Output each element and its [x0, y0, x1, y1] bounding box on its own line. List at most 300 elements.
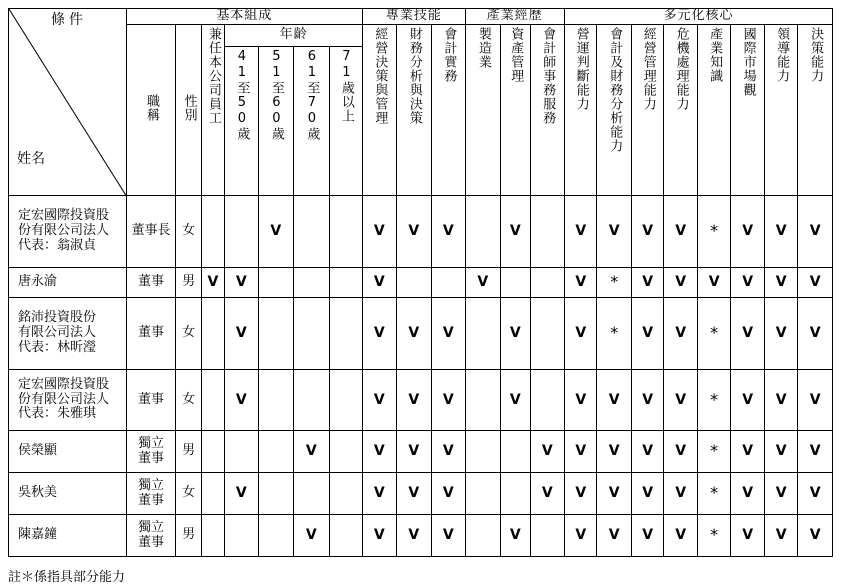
mark-cell — [201, 473, 224, 515]
mark-cell — [798, 268, 833, 298]
partial-ability-mark: * — [710, 323, 719, 343]
director-title-line: 董事 — [138, 450, 165, 466]
check-mark: V — [775, 325, 787, 342]
check-mark: V — [235, 274, 247, 291]
mark-cell — [225, 515, 258, 557]
mark-cell — [565, 370, 597, 431]
check-mark: V — [675, 391, 687, 408]
check-mark: V — [608, 485, 620, 502]
check-mark: V — [675, 223, 687, 240]
mark-cell — [363, 268, 396, 298]
mark-cell — [201, 431, 224, 473]
check-mark: V — [442, 485, 454, 502]
mark-cell — [597, 298, 631, 370]
check-mark: V — [642, 325, 654, 342]
skill-header: 財務分析與決策 — [396, 25, 432, 196]
mark-cell — [697, 515, 730, 557]
mark-cell — [597, 196, 631, 268]
check-mark: V — [373, 527, 385, 544]
mark-cell — [329, 196, 363, 268]
mark-cell — [731, 431, 764, 473]
check-mark: V — [541, 443, 553, 460]
mark-cell — [329, 515, 363, 557]
mark-cell — [597, 431, 631, 473]
director-title-line: 董事長 — [131, 223, 171, 239]
check-mark: V — [742, 527, 754, 544]
mark-cell — [396, 298, 432, 370]
mark-cell — [432, 268, 466, 298]
check-mark: V — [305, 443, 317, 460]
mark-cell — [597, 515, 631, 557]
mark-cell — [201, 196, 224, 268]
director-name-line: 唐永渝 — [18, 274, 58, 290]
condition-label: 條件 — [51, 12, 87, 28]
partial-ability-mark: * — [710, 221, 719, 241]
director-name — [9, 473, 127, 515]
mark-cell — [664, 196, 697, 268]
mark-cell — [597, 370, 631, 431]
mark-cell — [225, 370, 258, 431]
skill-header: 會計實務 — [432, 25, 466, 196]
check-mark: V — [373, 223, 385, 240]
board-diversity-table — [8, 8, 833, 557]
mark-cell — [432, 298, 466, 370]
mark-cell — [565, 431, 597, 473]
gender-header: 性別 — [176, 25, 201, 196]
mark-cell — [631, 515, 663, 557]
director-title — [126, 268, 176, 298]
director-gender: 女 — [176, 473, 201, 515]
mark-cell — [764, 431, 797, 473]
group-experience: 產業經歷 — [465, 9, 564, 25]
mark-cell — [294, 431, 330, 473]
director-gender: 男 — [176, 431, 201, 473]
check-mark: V — [509, 527, 521, 544]
check-mark: V — [207, 274, 219, 291]
mark-cell — [631, 370, 663, 431]
check-mark: V — [608, 391, 620, 408]
mark-cell — [258, 473, 294, 515]
check-mark: V — [442, 443, 454, 460]
mark-cell — [294, 370, 330, 431]
mark-cell — [764, 298, 797, 370]
director-name-line: 定宏國際投資股 — [18, 208, 110, 224]
mark-cell — [764, 268, 797, 298]
director-name-line: 代表：林昕瀅 — [18, 339, 97, 355]
core-header: 營運判斷能力 — [565, 25, 597, 196]
director-name — [9, 370, 127, 431]
director-name-line: 侯榮顯 — [18, 443, 58, 459]
table-row — [9, 370, 833, 431]
check-mark: V — [642, 223, 654, 240]
director-name — [9, 268, 127, 298]
table-row — [9, 515, 833, 557]
check-mark: V — [575, 443, 587, 460]
check-mark: V — [809, 485, 821, 502]
mark-cell — [201, 268, 224, 298]
check-mark: V — [575, 527, 587, 544]
partial-ability-mark: * — [610, 272, 619, 292]
director-title — [126, 370, 176, 431]
check-mark: V — [642, 485, 654, 502]
director-gender: 男 — [176, 268, 201, 298]
mark-cell — [697, 196, 730, 268]
mark-cell — [764, 196, 797, 268]
core-header: 經營管理能力 — [631, 25, 663, 196]
mark-cell — [731, 473, 764, 515]
check-mark: V — [408, 527, 420, 544]
core-header: 危機處理能力 — [664, 25, 697, 196]
employee-header: 兼任本公司員工 — [201, 25, 224, 196]
check-mark: V — [373, 325, 385, 342]
mark-cell — [530, 473, 565, 515]
mark-cell — [329, 268, 363, 298]
mark-cell — [501, 268, 530, 298]
director-title-line: 董事 — [138, 274, 165, 290]
check-mark: V — [442, 325, 454, 342]
director-title-line: 獨立 — [138, 435, 165, 451]
mark-cell — [565, 268, 597, 298]
check-mark: V — [775, 391, 787, 408]
mark-cell — [798, 196, 833, 268]
mark-cell — [225, 268, 258, 298]
check-mark: V — [373, 274, 385, 291]
mark-cell — [764, 515, 797, 557]
mark-cell — [465, 298, 501, 370]
mark-cell — [363, 473, 396, 515]
check-mark: V — [742, 325, 754, 342]
check-mark: V — [742, 485, 754, 502]
check-mark: V — [270, 223, 282, 240]
mark-cell — [664, 268, 697, 298]
group-core: 多元化核心 — [565, 9, 833, 25]
check-mark: V — [575, 325, 587, 342]
mark-cell — [530, 298, 565, 370]
mark-cell — [258, 370, 294, 431]
mark-cell — [396, 370, 432, 431]
mark-cell — [731, 268, 764, 298]
partial-ability-mark: * — [710, 483, 719, 503]
mark-cell — [329, 298, 363, 370]
director-title-line: 獨立 — [138, 519, 165, 535]
core-header: 決策能力 — [798, 25, 833, 196]
mark-cell — [631, 196, 663, 268]
footnote: 註＊係指具部分能力 — [8, 570, 126, 585]
age-71-plus-header: 71歲以上 — [329, 47, 363, 196]
mark-cell — [258, 298, 294, 370]
mark-cell — [530, 431, 565, 473]
mark-cell — [225, 196, 258, 268]
director-name — [9, 431, 127, 473]
mark-cell — [396, 515, 432, 557]
director-name-line: 代表：翁淑貞 — [18, 237, 97, 253]
mark-cell — [294, 196, 330, 268]
mark-cell — [798, 370, 833, 431]
mark-cell — [664, 370, 697, 431]
check-mark: V — [373, 443, 385, 460]
age-61-70-header: 61至70歲 — [294, 47, 330, 196]
check-mark: V — [509, 391, 521, 408]
check-mark: V — [408, 223, 420, 240]
director-name — [9, 515, 127, 557]
core-header: 產業知識 — [697, 25, 730, 196]
director-name-line: 定宏國際投資股 — [18, 376, 110, 392]
director-name-line: 銘沛投資股份 — [18, 310, 97, 326]
table-row — [9, 431, 833, 473]
mark-cell — [432, 370, 466, 431]
check-mark: V — [575, 223, 587, 240]
check-mark: V — [809, 325, 821, 342]
mark-cell — [294, 298, 330, 370]
check-mark: V — [642, 274, 654, 291]
age-51-60-header: 51至60歲 — [258, 47, 294, 196]
mark-cell — [798, 515, 833, 557]
director-title — [126, 196, 176, 268]
check-mark: V — [675, 325, 687, 342]
partial-ability-mark: * — [610, 323, 619, 343]
mark-cell — [530, 370, 565, 431]
director-name-line: 吳秋美 — [18, 485, 58, 501]
mark-cell — [258, 268, 294, 298]
mark-cell — [631, 298, 663, 370]
mark-cell — [697, 298, 730, 370]
director-name-line: 陳嘉鐘 — [18, 527, 58, 543]
check-mark: V — [642, 391, 654, 408]
mark-cell — [465, 196, 501, 268]
mark-cell — [329, 473, 363, 515]
mark-cell — [501, 431, 530, 473]
mark-cell — [432, 473, 466, 515]
mark-cell — [432, 196, 466, 268]
check-mark: V — [608, 443, 620, 460]
mark-cell — [798, 431, 833, 473]
partial-ability-mark: * — [710, 525, 719, 545]
mark-cell — [294, 515, 330, 557]
mark-cell — [631, 473, 663, 515]
mark-cell — [597, 268, 631, 298]
check-mark: V — [742, 274, 754, 291]
mark-cell — [396, 473, 432, 515]
group-skills: 專業技能 — [363, 9, 465, 25]
mark-cell — [432, 431, 466, 473]
mark-cell — [731, 298, 764, 370]
mark-cell — [258, 196, 294, 268]
age-header: 年齡 — [225, 25, 363, 47]
director-name — [9, 196, 127, 268]
check-mark: V — [675, 274, 687, 291]
check-mark: V — [235, 391, 247, 408]
check-mark: V — [408, 485, 420, 502]
check-mark: V — [809, 443, 821, 460]
mark-cell — [798, 298, 833, 370]
director-gender: 女 — [176, 196, 201, 268]
mark-cell — [697, 370, 730, 431]
mark-cell — [396, 431, 432, 473]
experience-header: 製造業 — [465, 25, 501, 196]
table-row — [9, 473, 833, 515]
director-name-line: 有限公司法人 — [18, 325, 97, 341]
director-title — [126, 431, 176, 473]
mark-cell — [465, 473, 501, 515]
mark-cell — [501, 473, 530, 515]
condition-name-corner — [9, 9, 127, 196]
director-title — [126, 515, 176, 557]
mark-cell — [363, 196, 396, 268]
mark-cell — [631, 268, 663, 298]
mark-cell — [565, 515, 597, 557]
check-mark: V — [305, 527, 317, 544]
director-title-line: 董事 — [138, 391, 165, 407]
director-name — [9, 298, 127, 370]
mark-cell — [363, 431, 396, 473]
mark-cell — [225, 298, 258, 370]
mark-cell — [501, 515, 530, 557]
check-mark: V — [675, 443, 687, 460]
check-mark: V — [775, 274, 787, 291]
check-mark: V — [608, 223, 620, 240]
mark-cell — [363, 298, 396, 370]
director-title — [126, 473, 176, 515]
mark-cell — [501, 196, 530, 268]
check-mark: V — [775, 527, 787, 544]
check-mark: V — [809, 391, 821, 408]
check-mark: V — [408, 443, 420, 460]
mark-cell — [201, 298, 224, 370]
check-mark: V — [642, 443, 654, 460]
mark-cell — [731, 370, 764, 431]
skill-header: 經營決策與管理 — [363, 25, 396, 196]
check-mark: V — [575, 391, 587, 408]
mark-cell — [396, 196, 432, 268]
director-title-line: 獨立 — [138, 477, 165, 493]
check-mark: V — [809, 527, 821, 544]
director-title-line: 董事 — [138, 325, 165, 341]
mark-cell — [697, 473, 730, 515]
mark-cell — [329, 370, 363, 431]
check-mark: V — [575, 485, 587, 502]
check-mark: V — [775, 443, 787, 460]
director-gender: 男 — [176, 515, 201, 557]
check-mark: V — [235, 485, 247, 502]
mark-cell — [664, 431, 697, 473]
mark-cell — [258, 431, 294, 473]
check-mark: V — [708, 274, 720, 291]
check-mark: V — [442, 223, 454, 240]
director-name-line: 份有限公司法人 — [18, 391, 110, 407]
mark-cell — [664, 515, 697, 557]
mark-cell — [501, 370, 530, 431]
mark-cell — [201, 370, 224, 431]
mark-cell — [697, 431, 730, 473]
check-mark: V — [608, 527, 620, 544]
director-title-line: 董事 — [138, 492, 165, 508]
mark-cell — [530, 515, 565, 557]
check-mark: V — [408, 391, 420, 408]
check-mark: V — [742, 391, 754, 408]
mark-cell — [329, 431, 363, 473]
check-mark: V — [408, 325, 420, 342]
table-row — [9, 196, 833, 268]
check-mark: V — [235, 325, 247, 342]
check-mark: V — [477, 274, 489, 291]
mark-cell — [631, 431, 663, 473]
mark-cell — [697, 268, 730, 298]
director-title — [126, 298, 176, 370]
mark-cell — [294, 473, 330, 515]
mark-cell — [465, 268, 501, 298]
check-mark: V — [373, 391, 385, 408]
check-mark: V — [642, 527, 654, 544]
mark-cell — [396, 268, 432, 298]
check-mark: V — [442, 527, 454, 544]
mark-cell — [565, 298, 597, 370]
name-column-label: 姓名 — [17, 150, 45, 167]
age-41-50-header: 41至50歲 — [225, 47, 258, 196]
mark-cell — [731, 196, 764, 268]
partial-ability-mark: * — [710, 441, 719, 461]
check-mark: V — [575, 274, 587, 291]
table-row — [9, 268, 833, 298]
core-header: 會計及財務分析能力 — [597, 25, 631, 196]
mark-cell — [764, 473, 797, 515]
check-mark: V — [675, 527, 687, 544]
check-mark: V — [809, 274, 821, 291]
mark-cell — [664, 298, 697, 370]
mark-cell — [530, 196, 565, 268]
group-basic: 基本組成 — [126, 9, 362, 25]
mark-cell — [565, 196, 597, 268]
mark-cell — [530, 268, 565, 298]
mark-cell — [764, 370, 797, 431]
table-row — [9, 298, 833, 370]
director-name-line: 份有限公司法人 — [18, 223, 110, 239]
diagonal-line — [9, 9, 126, 195]
mark-cell — [731, 515, 764, 557]
check-mark: V — [742, 223, 754, 240]
mark-cell — [798, 473, 833, 515]
director-title-line: 董事 — [138, 534, 165, 550]
core-header: 國際市場觀 — [731, 25, 764, 196]
mark-cell — [664, 473, 697, 515]
check-mark: V — [675, 485, 687, 502]
check-mark: V — [509, 223, 521, 240]
check-mark: V — [442, 391, 454, 408]
partial-ability-mark: * — [710, 389, 719, 409]
title-header: 職稱 — [126, 25, 176, 196]
check-mark: V — [809, 223, 821, 240]
mark-cell — [597, 473, 631, 515]
director-gender: 女 — [176, 298, 201, 370]
check-mark: V — [775, 223, 787, 240]
mark-cell — [363, 370, 396, 431]
mark-cell — [565, 473, 597, 515]
check-mark: V — [775, 485, 787, 502]
mark-cell — [294, 268, 330, 298]
mark-cell — [465, 431, 501, 473]
experience-header: 會計師事務服務 — [530, 25, 565, 196]
check-mark: V — [541, 485, 553, 502]
mark-cell — [465, 370, 501, 431]
director-name-line: 代表：朱雅琪 — [18, 406, 97, 422]
director-gender: 女 — [176, 370, 201, 431]
mark-cell — [432, 515, 466, 557]
check-mark: V — [509, 325, 521, 342]
mark-cell — [501, 298, 530, 370]
check-mark: V — [742, 443, 754, 460]
mark-cell — [465, 515, 501, 557]
mark-cell — [258, 515, 294, 557]
core-header: 領導能力 — [764, 25, 797, 196]
